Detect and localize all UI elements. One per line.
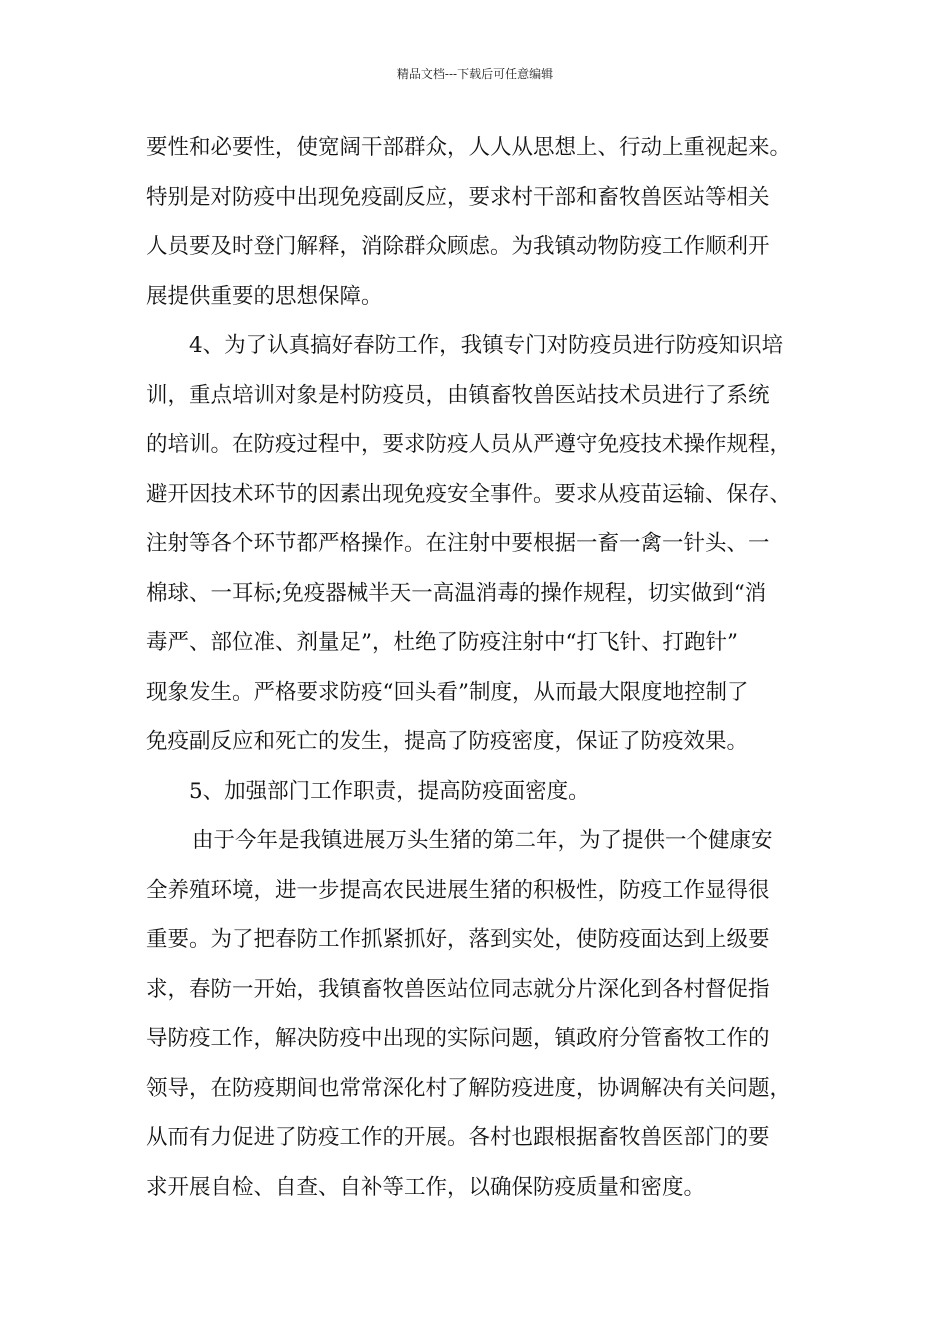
section-5-heading: 5、加强部门工作职责，提高防疫面密度。 bbox=[189, 778, 590, 804]
text-line: 导防疫工作，解决防疫中出现的实际问题，镇政府分管畜牧工作的 bbox=[146, 1026, 770, 1051]
text-line: 重要。为了把春防工作抓紧抓好，落到实处，使防疫面达到上级要 bbox=[146, 927, 770, 952]
text-line: 求开展自检、自查、自补等工作，以确保防疫质量和密度。 bbox=[146, 1174, 706, 1200]
text-line: 避开因技术环节的因素出现免疫安全事件。要求从疫苗运输、保存、 bbox=[146, 481, 792, 507]
text-line: 求，春防一开始，我镇畜牧兽医站位同志就分片深化到各村督促指 bbox=[146, 976, 770, 1002]
text-line: 现象发生。严格要求防疫“回头看”制度，从而最大限度地控制了 bbox=[146, 679, 749, 705]
text-line: 训，重点培训对象是村防疫员，由镇畜牧兽医站技术员进行了系统 bbox=[146, 382, 770, 408]
text-line: 要性和必要性，使宽阔干部群众，人人从思想上、行动上重视起来。 bbox=[146, 135, 792, 160]
text-line: 棉球、一耳标;免疫器械半天一高温消毒的操作规程，切实做到“消 bbox=[146, 580, 767, 606]
text-line: 从而有力促进了防疫工作的开展。各村也跟根据畜牧兽医部门的要 bbox=[146, 1125, 770, 1150]
text-line: 全养殖环境，进一步提高农民进展生猪的积极性，防疫工作显得很 bbox=[146, 877, 770, 903]
text-line: 免疫副反应和死亡的发生，提高了防疫密度，保证了防疫效果。 bbox=[146, 729, 749, 754]
text-line: 毒严、部位准、剂量足”，杜绝了防疫注射中“打飞针、打跑针” bbox=[146, 630, 738, 655]
text-line: 人员要及时登门解释，消除群众顾虑。为我镇动物防疫工作顺利开 bbox=[146, 234, 770, 259]
page-header: 精品文档---下载后可任意编辑 bbox=[396, 67, 554, 81]
paragraph-4-first-line: 4、为了认真搞好春防工作，我镇专门对防疫员进行防疫知识培 bbox=[189, 333, 784, 358]
text-line: 的培训。在防疫过程中，要求防疫人员从严遵守免疫技术操作规程， bbox=[146, 432, 792, 457]
text-line: 特别是对防疫中出现免疫副反应，要求村干部和畜牧兽医站等相关 bbox=[146, 184, 770, 210]
document-body bbox=[146, 128, 826, 1217]
text-line: 展提供重要的思想保障。 bbox=[146, 283, 383, 309]
text-line: 注射等各个环节都严格操作。在注射中要根据一畜一禽一针头、一 bbox=[146, 531, 770, 556]
paragraph-5-first-line: 由于今年是我镇进展万头生猪的第二年，为了提供一个健康安 bbox=[192, 828, 773, 853]
text-line: 领导，在防疫期间也常常深化村了解防疫进度，协调解决有关问题， bbox=[146, 1075, 792, 1101]
